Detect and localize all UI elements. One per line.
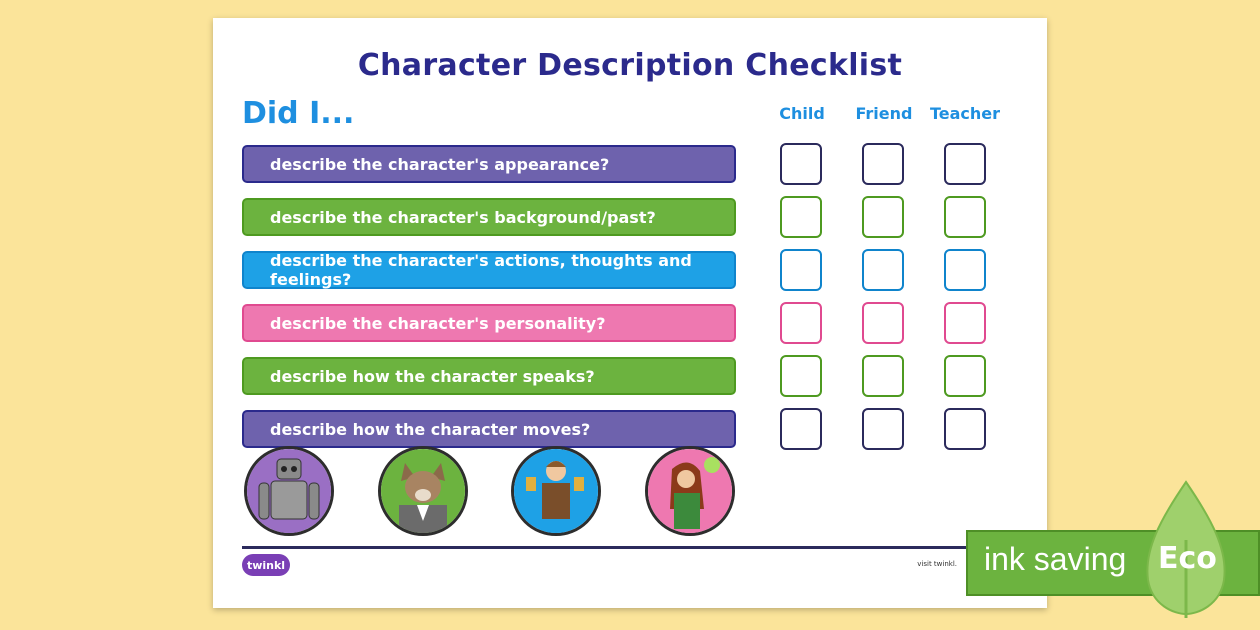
checkbox-teacher[interactable] [944, 249, 986, 291]
checkbox-friend[interactable] [862, 249, 904, 291]
footer-divider [242, 546, 1018, 549]
column-header-teacher: Teacher [929, 104, 1001, 123]
checkbox-teacher[interactable] [944, 196, 986, 238]
checkbox-child[interactable] [780, 196, 822, 238]
checklist-item: describe the character's personality? [242, 304, 736, 342]
checkbox-friend[interactable] [862, 355, 904, 397]
checklist-item: describe the character's appearance? [242, 145, 736, 183]
column-header-friend: Friend [855, 104, 913, 123]
column-header-child: Child [779, 104, 825, 123]
character-adventurer-image [511, 446, 601, 536]
character-sorceress-image [645, 446, 735, 536]
checkbox-child[interactable] [780, 302, 822, 344]
checkbox-friend[interactable] [862, 302, 904, 344]
checkbox-teacher[interactable] [944, 302, 986, 344]
character-robot-image [244, 446, 334, 536]
page-title: Character Description Checklist [357, 48, 903, 83]
checkbox-friend[interactable] [862, 408, 904, 450]
checkbox-child[interactable] [780, 355, 822, 397]
character-wolf-image [378, 446, 468, 536]
checkbox-friend[interactable] [862, 143, 904, 185]
ink-saving-label: ink saving [984, 541, 1127, 577]
checkbox-teacher[interactable] [944, 355, 986, 397]
checkbox-teacher[interactable] [944, 408, 986, 450]
checklist-item: describe the character's background/past? [242, 198, 736, 236]
checkbox-teacher[interactable] [944, 143, 986, 185]
visit-link[interactable]: visit twinkl. [917, 560, 957, 568]
eco-label: Eco [1158, 541, 1217, 576]
checkbox-child[interactable] [780, 408, 822, 450]
checklist-item: describe how the character moves? [242, 410, 736, 448]
checklist-sheet [213, 18, 1047, 608]
prompt-heading: Did I... [242, 96, 355, 131]
twinkl-logo: twinkl [242, 554, 290, 576]
checklist-item: describe the character's actions, thoughts and feelings? [242, 251, 736, 289]
checkbox-child[interactable] [780, 143, 822, 185]
checkbox-child[interactable] [780, 249, 822, 291]
checklist-item: describe how the character speaks? [242, 357, 736, 395]
checkbox-friend[interactable] [862, 196, 904, 238]
